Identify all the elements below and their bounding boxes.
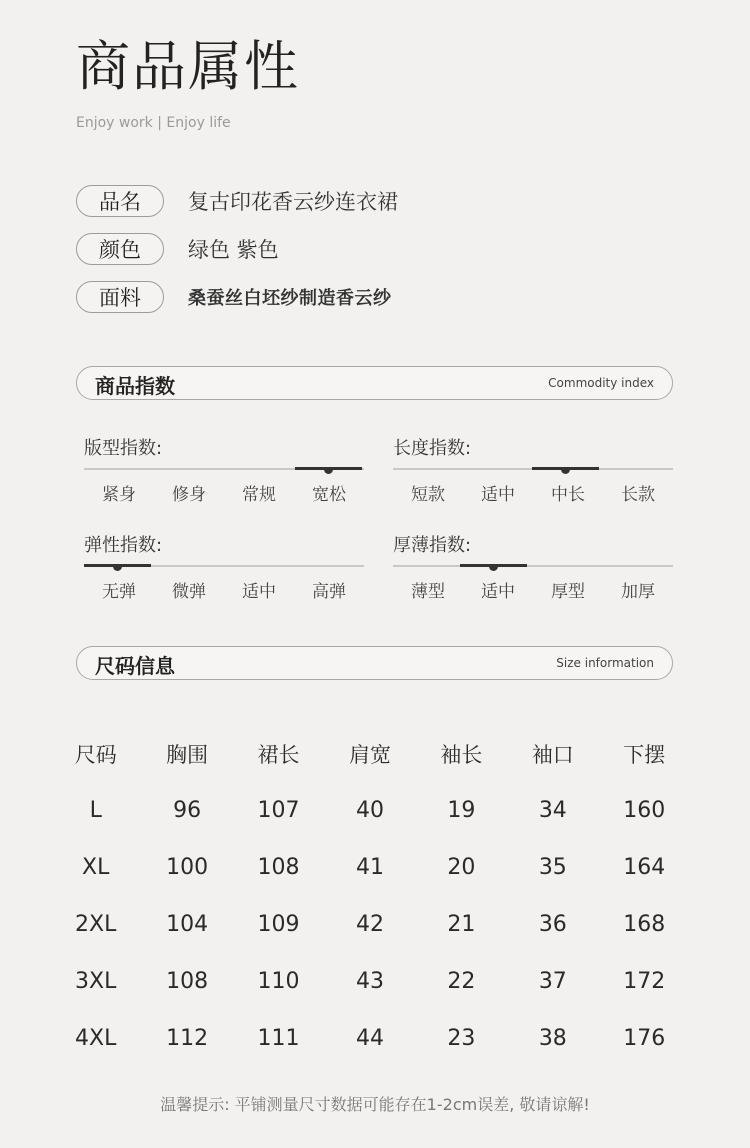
table-cell: 111 bbox=[257, 1026, 300, 1051]
page-title: 商品属性 bbox=[76, 35, 300, 98]
index-option: 厚型 bbox=[551, 582, 585, 602]
index-option: 短款 bbox=[411, 485, 445, 505]
table-cell: 34 bbox=[538, 798, 567, 823]
index-track-elasticity bbox=[84, 565, 364, 567]
index-options-fit bbox=[84, 480, 364, 505]
table-row bbox=[50, 896, 690, 953]
table-cell: 42 bbox=[355, 912, 384, 937]
table-cell: 37 bbox=[538, 969, 567, 994]
index-track-thickness bbox=[393, 565, 673, 567]
index-option: 适中 bbox=[481, 582, 515, 602]
table-cell: 96 bbox=[173, 798, 202, 823]
table-row bbox=[50, 782, 690, 839]
table-cell: 3XL bbox=[75, 969, 117, 994]
attr-value-fabric: 桑蚕丝白坯纱制造香云纱 bbox=[188, 288, 392, 309]
index-options-thickness bbox=[393, 577, 673, 602]
index-option: 微弹 bbox=[172, 582, 206, 602]
index-option: 长款 bbox=[621, 485, 655, 505]
size-info-title: 尺码信息 bbox=[95, 654, 175, 678]
table-cell: 22 bbox=[447, 969, 476, 994]
commodity-index-bar bbox=[76, 366, 673, 400]
table-header-cell: 肩宽 bbox=[348, 742, 391, 767]
table-cell: 23 bbox=[447, 1026, 476, 1051]
index-track-fit bbox=[84, 468, 364, 470]
table-cell: 100 bbox=[166, 855, 209, 880]
attr-row-name bbox=[76, 184, 398, 218]
table-cell: 4XL bbox=[75, 1026, 117, 1051]
table-cell: 41 bbox=[355, 855, 384, 880]
table-cell: XL bbox=[82, 855, 110, 880]
table-cell: 43 bbox=[355, 969, 384, 994]
index-option: 薄型 bbox=[411, 582, 445, 602]
table-row bbox=[50, 1010, 690, 1067]
table-cell: 110 bbox=[257, 969, 300, 994]
index-title-fit: 版型指数: bbox=[84, 438, 163, 459]
table-cell: 108 bbox=[257, 855, 300, 880]
table-cell: 168 bbox=[623, 912, 666, 937]
index-option: 修身 bbox=[172, 485, 206, 505]
table-cell: 2XL bbox=[75, 912, 117, 937]
index-option: 加厚 bbox=[621, 582, 655, 602]
attr-row-color bbox=[76, 232, 279, 266]
attr-label-color: 颜色 bbox=[76, 233, 164, 265]
table-cell: 40 bbox=[355, 798, 384, 823]
attr-value-color: 绿色 紫色 bbox=[188, 238, 279, 262]
index-option: 中长 bbox=[551, 485, 585, 505]
table-cell: 36 bbox=[538, 912, 567, 937]
index-title-thickness: 厚薄指数: bbox=[393, 535, 472, 556]
table-cell: 19 bbox=[447, 798, 476, 823]
page-subtitle: Enjoy work | Enjoy life bbox=[76, 115, 231, 131]
table-cell: 160 bbox=[623, 798, 666, 823]
index-option: 适中 bbox=[481, 485, 515, 505]
table-row bbox=[50, 953, 690, 1010]
table-cell: 38 bbox=[538, 1026, 567, 1051]
table-header-cell: 袖长 bbox=[440, 742, 483, 767]
index-options-length bbox=[393, 480, 673, 505]
table-header-cell: 胸围 bbox=[166, 742, 209, 767]
table-cell: 164 bbox=[623, 855, 666, 880]
index-option: 宽松 bbox=[312, 485, 346, 505]
table-cell: 172 bbox=[623, 969, 666, 994]
table-header-cell: 尺码 bbox=[74, 742, 117, 767]
table-header-cell: 下摆 bbox=[623, 742, 666, 767]
index-track-length bbox=[393, 468, 673, 470]
index-option: 高弹 bbox=[312, 582, 346, 602]
table-cell: 108 bbox=[166, 969, 209, 994]
index-option: 常规 bbox=[242, 485, 276, 505]
attr-label-name: 品名 bbox=[76, 185, 164, 217]
index-marker-elasticity bbox=[113, 566, 122, 571]
attr-value-name: 复古印花香云纱连衣裙 bbox=[188, 190, 398, 214]
attr-row-fabric bbox=[76, 280, 392, 314]
table-cell: 107 bbox=[257, 798, 300, 823]
index-title-elasticity: 弹性指数: bbox=[84, 535, 163, 556]
table-header-row bbox=[50, 725, 690, 782]
table-header-cell: 裙长 bbox=[257, 742, 300, 767]
table-header-cell: 袖口 bbox=[531, 742, 574, 767]
size-info-title-en: Size information bbox=[556, 656, 654, 670]
table-cell: 21 bbox=[447, 912, 476, 937]
commodity-index-title: 商品指数 bbox=[95, 374, 175, 398]
table-cell: 44 bbox=[355, 1026, 384, 1051]
index-marker-fit bbox=[324, 469, 333, 474]
table-cell: 176 bbox=[623, 1026, 666, 1051]
table-cell: 20 bbox=[447, 855, 476, 880]
table-cell: L bbox=[89, 798, 102, 823]
index-options-elasticity bbox=[84, 577, 364, 602]
size-info-bar bbox=[76, 646, 673, 680]
index-title-length: 长度指数: bbox=[393, 438, 472, 459]
table-row bbox=[50, 839, 690, 896]
attr-label-fabric: 面料 bbox=[76, 281, 164, 313]
measurement-note: 温馨提示: 平铺测量尺寸数据可能存在1-2cm误差, 敬请谅解! bbox=[160, 1095, 590, 1114]
index-option: 无弹 bbox=[102, 582, 136, 602]
index-marker-thickness bbox=[489, 566, 498, 571]
table-cell: 104 bbox=[166, 912, 209, 937]
table-cell: 112 bbox=[166, 1026, 209, 1051]
table-cell: 109 bbox=[257, 912, 300, 937]
table-cell: 35 bbox=[538, 855, 567, 880]
index-option: 适中 bbox=[242, 582, 276, 602]
commodity-index-title-en: Commodity index bbox=[548, 376, 654, 390]
index-marker-length bbox=[561, 469, 570, 474]
index-option: 紧身 bbox=[102, 485, 136, 505]
size-table bbox=[50, 725, 690, 1067]
